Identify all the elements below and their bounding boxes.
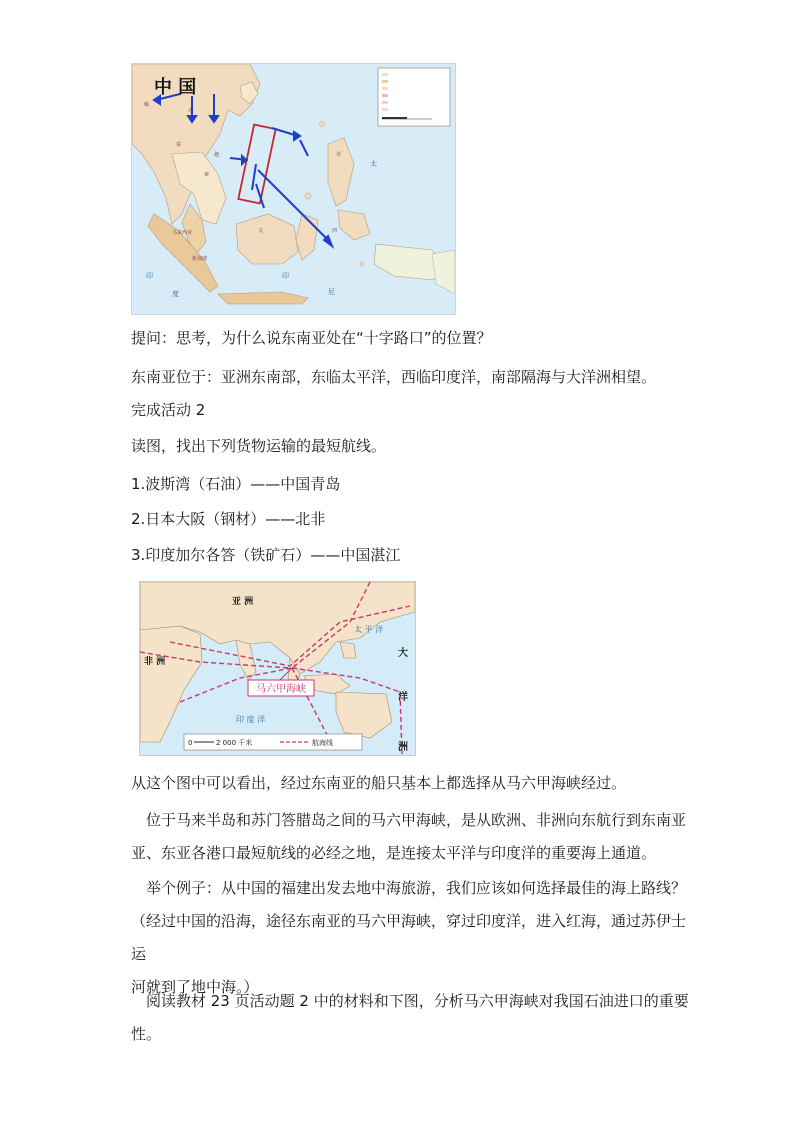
svg-text:菲: 菲 xyxy=(336,152,342,158)
southeast-asia-map xyxy=(131,63,456,315)
example-line-2: （经过中国的沿海，途径东南亚的马六甲海峡，穿过印度洋，进入红海，通过苏伊士运 xyxy=(131,912,687,963)
location-text: 东南亚位于：亚洲东南部，东临太平洋，西临印度洋，南部隔海与大洋洲相望。 xyxy=(131,368,657,386)
southeast-asia-map-svg xyxy=(132,64,455,314)
oceania-char-3: 洲 xyxy=(398,742,408,753)
reading-paragraph xyxy=(131,985,691,1051)
instruction-text: 读图，找出下列货物运输的最短航线。 xyxy=(131,437,387,455)
shipping-routes-svg xyxy=(140,582,415,755)
svg-text:柬: 柬 xyxy=(204,172,210,178)
conclusion-text: 从这个图中可以看出，经过东南亚的船只基本上都选择从马六甲海峡经过。 xyxy=(131,774,627,792)
svg-text:老: 老 xyxy=(188,108,194,114)
reading-line-1: 阅读教材 23 页活动题 2 中的材料和下图，分析马六甲海峡对我国石油进口的重要 xyxy=(146,992,689,1010)
svg-text:文: 文 xyxy=(258,228,264,234)
reading-line-2: 性。 xyxy=(131,1025,162,1043)
pacific-label: 太 平 洋 xyxy=(354,625,384,634)
svg-text:西: 西 xyxy=(332,228,338,234)
malacca-line-1: 位于马来半岛和苏门答腊岛之间的马六甲海峡，是从欧洲、非洲向东航行到东南亚 xyxy=(146,811,687,829)
svg-text:越: 越 xyxy=(214,152,220,158)
scale-value: 2 000 千米 xyxy=(216,739,253,747)
svg-text:度: 度 xyxy=(172,290,179,298)
svg-text:太: 太 xyxy=(370,160,377,168)
route-item-3: 3.印度加尔各答（铁矿石）——中国湛江 xyxy=(131,546,401,564)
svg-text:泰: 泰 xyxy=(176,142,182,148)
oceania-char-2: 洋 xyxy=(398,692,408,703)
africa-label: 非 洲 xyxy=(144,657,166,667)
china-label: 中 国 xyxy=(154,77,197,98)
example-line-3: 河就到了地中海。） xyxy=(131,978,259,996)
svg-text:缅: 缅 xyxy=(144,102,150,108)
map-legend xyxy=(378,68,450,126)
svg-text:尼: 尼 xyxy=(328,288,335,296)
highlight-box xyxy=(238,125,275,204)
route-legend-label: 航海线 xyxy=(312,739,333,747)
svg-text:印: 印 xyxy=(146,272,153,280)
asia-label: 亚 洲 xyxy=(232,597,254,607)
activity-text: 完成活动 2 xyxy=(131,401,206,419)
malacca-line-2: 亚、东亚各港口最短航线的必经之地，是连接太平洋与印度洋的重要海上通道。 xyxy=(131,844,657,862)
malacca-paragraph xyxy=(131,804,691,870)
shipping-routes-map xyxy=(139,581,416,756)
svg-text:马来西亚: 马来西亚 xyxy=(172,230,193,236)
malacca-label: 马六甲海峡 xyxy=(256,684,306,695)
scale-zero: 0 xyxy=(188,739,193,747)
route-item-1: 1.波斯湾（石油）——中国青岛 xyxy=(131,475,341,493)
svg-text:印: 印 xyxy=(282,272,289,280)
question-text: 提问：思考，为什么说东南亚处在“十字路口”的位置？ xyxy=(131,329,492,347)
example-line-1: 举个例子：从中国的福建出发去地中海旅游，我们应该如何选择最佳的海上路线？ xyxy=(146,879,687,897)
route-item-2: 2.日本大阪（钢材）——北非 xyxy=(131,510,326,528)
indian-ocean-label: 印 度 洋 xyxy=(236,715,266,724)
oceania-char-1: 大 xyxy=(398,648,408,659)
svg-text:新加坡: 新加坡 xyxy=(192,256,208,262)
